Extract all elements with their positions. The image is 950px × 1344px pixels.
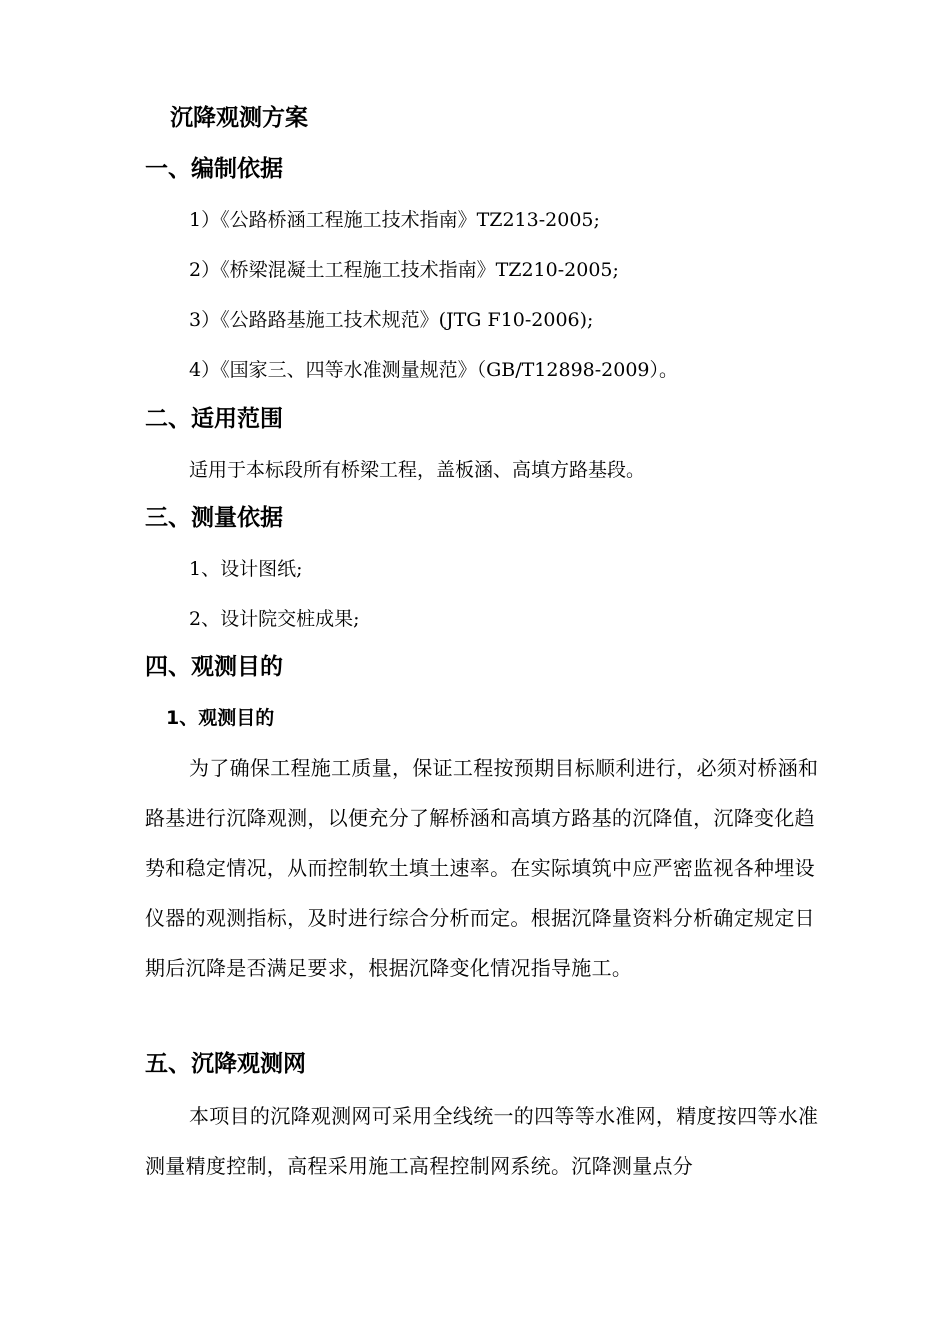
basis-item-3: 3）《公路路基施工技术规范》(JTG F10-2006); bbox=[189, 309, 594, 331]
basis-item-1: 1）《公路桥涵工程施工技术指南》TZ213-2005; bbox=[189, 209, 600, 231]
survey-basis-item-1: 1、设计图纸; bbox=[189, 558, 303, 580]
purpose-paragraph: 为了确保工程施工质量，保证工程按预期目标顺利进行，必须对桥涵和路基进行沉降观测，以便充分了解桥涵和高填方路基的沉降值，沉降变化趋势和稳定情况，从而控制软土填土速率。在实际填筑中应严密监视各种埋设仪器的观测指标，及时进行综合分析而定。根据沉降量资料分析确定规定日期后沉降是否满足要求，根据沉降变化情况指导施工。 bbox=[145, 756, 819, 980]
scope-text: 适用于本标段所有桥梁工程，盖板涵、高填方路基段。 bbox=[189, 459, 646, 481]
basis-item-2: 2）《桥梁混凝土工程施工技术指南》TZ210-2005; bbox=[189, 259, 619, 281]
section-heading-network: 五、沉降观测网 bbox=[145, 1051, 306, 1077]
basis-item-4: 4）《国家三、四等水准测量规范》（GB/T12898-2009）。 bbox=[189, 359, 679, 381]
document-title: 沉降观测方案 bbox=[170, 105, 308, 131]
section-heading-basis: 一、编制依据 bbox=[145, 156, 283, 182]
section-heading-purpose: 四、观测目的 bbox=[145, 654, 283, 680]
subheading-purpose: 1、观测目的 bbox=[166, 707, 275, 729]
network-paragraph: 本项目的沉降观测网可采用全线统一的四等等水准网，精度按四等水准测量精度控制，高程采用施工高程控制网系统。沉降测量点分 bbox=[145, 1104, 819, 1178]
survey-basis-item-2: 2、设计院交桩成果; bbox=[189, 608, 360, 630]
section-heading-survey-basis: 三、测量依据 bbox=[145, 505, 283, 531]
section-heading-scope: 二、适用范围 bbox=[145, 406, 283, 432]
